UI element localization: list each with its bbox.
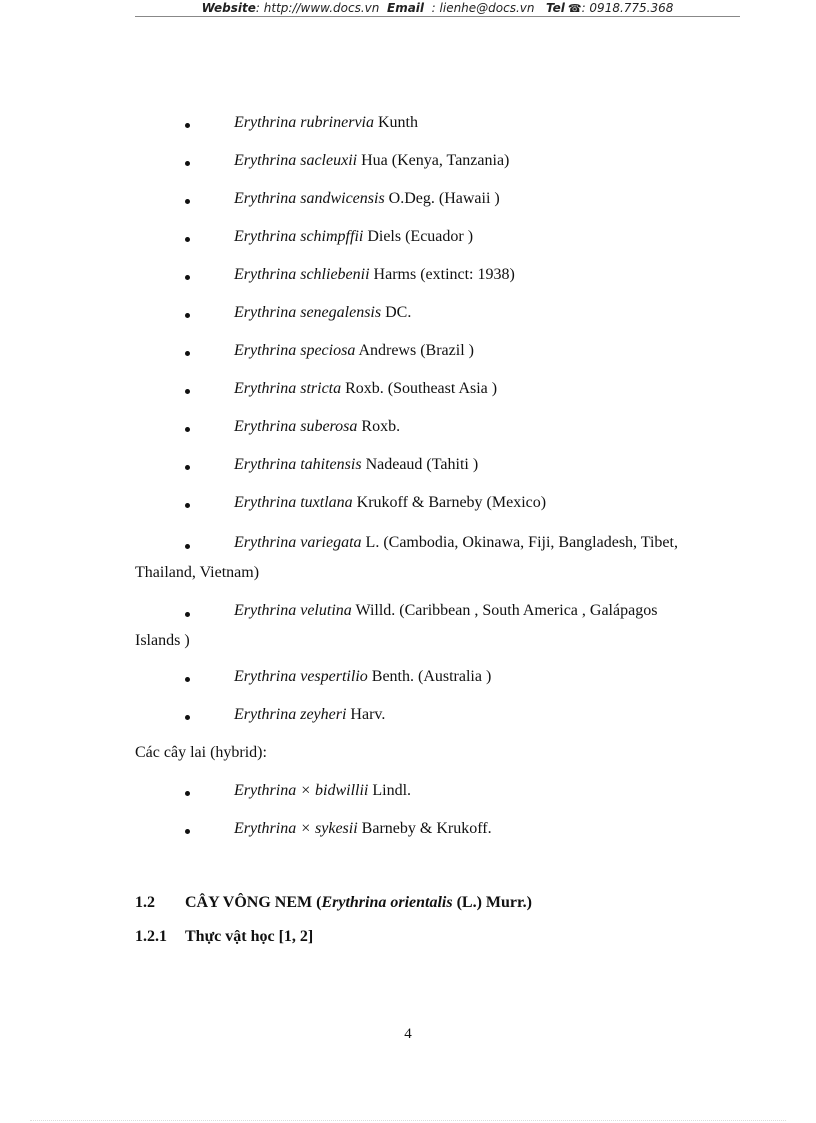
species-epithet: rubrinervia: [300, 114, 374, 131]
species-authority: Harv.: [346, 706, 386, 723]
list-item: [135, 338, 735, 376]
list-item: [135, 816, 735, 854]
species-authority: Hua (Kenya, Tanzania): [357, 152, 510, 169]
species-genus: Erythrina: [234, 602, 297, 619]
bullet-icon: [185, 503, 190, 508]
bullet-icon: [185, 161, 190, 166]
website-label: Website: [201, 1, 256, 15]
species-genus: Erythrina: [234, 782, 297, 799]
species-continuation: Islands ): [135, 632, 190, 649]
species-genus: Erythrina: [234, 418, 297, 435]
list-item: [135, 376, 735, 414]
bullet-icon: [185, 199, 190, 204]
section-heading-1-2-1: [135, 924, 735, 958]
list-item: [135, 186, 735, 224]
list-item: [135, 110, 735, 148]
species-genus: Erythrina: [234, 114, 297, 131]
page-header: [135, 0, 740, 17]
species-authority: Kunth: [374, 114, 418, 131]
species-authority: DC.: [381, 304, 412, 321]
bullet-icon: [185, 715, 190, 720]
bullet-icon: [185, 791, 190, 796]
species-genus: Erythrina: [234, 380, 297, 397]
species-genus: Erythrina: [234, 304, 297, 321]
bullet-icon: [185, 313, 190, 318]
email-label: Email: [387, 1, 425, 15]
bullet-icon: [185, 237, 190, 242]
species-genus: Erythrina: [234, 706, 297, 723]
list-item: [135, 778, 735, 816]
bullet-icon: [185, 427, 190, 432]
species-genus: Erythrina: [234, 456, 297, 473]
species-epithet: velutina: [300, 602, 352, 619]
species-epithet: speciosa: [300, 342, 356, 359]
tel-label: Tel: [545, 1, 565, 15]
species-genus: Erythrina: [234, 342, 297, 359]
website-value: : http://www.docs.vn: [255, 1, 380, 15]
species-authority: Nadeaud (Tahiti ): [361, 456, 479, 473]
bullet-icon: [185, 123, 190, 128]
section-number: 1.2.1: [135, 928, 167, 945]
bullet-icon: [185, 465, 190, 470]
list-item: [135, 490, 735, 528]
species-genus: Erythrina: [234, 820, 297, 837]
species-authority: Lindl.: [368, 782, 412, 799]
list-item: [135, 528, 735, 596]
bullet-icon: [185, 829, 190, 834]
species-epithet: × sykesii: [296, 820, 358, 837]
species-epithet: suberosa: [300, 418, 358, 435]
footer-divider: [30, 1120, 786, 1121]
bullet-icon: [185, 612, 190, 617]
species-authority: Willd. (Caribbean , South America , Galápagos: [351, 602, 658, 619]
page-number: 4: [404, 1026, 412, 1042]
bullet-icon: [185, 677, 190, 682]
species-authority: Benth. (Australia ): [367, 668, 492, 685]
species-epithet: variegata: [300, 534, 362, 551]
species-authority: Harms (extinct: 1938): [369, 266, 515, 283]
species-genus: Erythrina: [234, 228, 297, 245]
hybrid-heading: Các cây lai (hybrid):: [135, 744, 267, 761]
document-body: [135, 110, 735, 958]
species-epithet: sacleuxii: [300, 152, 358, 169]
species-genus: Erythrina: [234, 190, 297, 207]
spacer: [135, 854, 735, 890]
section-title-after: (L.) Murr.): [452, 894, 532, 911]
species-epithet: schliebenii: [300, 266, 370, 283]
list-item: [135, 300, 735, 338]
species-epithet: zeyheri: [300, 706, 347, 723]
species-epithet: senegalensis: [300, 304, 382, 321]
species-genus: Erythrina: [234, 152, 297, 169]
section-title-before: CÂY VÔNG NEM (: [185, 894, 322, 911]
list-item: [135, 596, 735, 664]
species-continuation: Thailand, Vietnam): [135, 564, 260, 581]
section-number: 1.2: [135, 894, 155, 911]
species-authority: Roxb.: [357, 418, 401, 435]
tel-value: : 0918.775.368: [581, 1, 674, 15]
list-item: [135, 262, 735, 300]
section-heading-1-2: [135, 890, 735, 924]
email-value: : lienhe@docs.vn: [431, 1, 535, 15]
bullet-icon: [185, 389, 190, 394]
species-genus: Erythrina: [234, 494, 297, 511]
list-item: [135, 702, 735, 740]
list-item: [135, 664, 735, 702]
species-epithet: tahitensis: [300, 456, 362, 473]
species-epithet: sandwicensis: [300, 190, 385, 207]
bullet-icon: [185, 275, 190, 280]
species-authority: O.Deg. (Hawaii ): [384, 190, 500, 207]
species-epithet: tuxtlana: [300, 494, 353, 511]
species-authority: Diels (Ecuador ): [363, 228, 474, 245]
list-item: [135, 452, 735, 490]
species-epithet: × bidwillii: [296, 782, 369, 799]
list-item: [135, 224, 735, 262]
bullet-icon: [185, 544, 190, 549]
species-genus: Erythrina: [234, 266, 297, 283]
phone-icon: ☎: [567, 2, 582, 15]
bullet-icon: [185, 351, 190, 356]
species-genus: Erythrina: [234, 668, 297, 685]
species-authority: Roxb. (Southeast Asia ): [341, 380, 498, 397]
species-genus: Erythrina: [234, 534, 297, 551]
species-authority: Barneby & Krukoff.: [357, 820, 492, 837]
species-epithet: vespertilio: [300, 668, 368, 685]
species-authority: Krukoff & Barneby (Mexico): [352, 494, 547, 511]
species-epithet: schimpffii: [300, 228, 364, 245]
species-authority: Andrews (Brazil ): [355, 342, 474, 359]
section-title: Thực vật học [1, 2]: [185, 928, 314, 945]
species-authority: L. (Cambodia, Okinawa, Fiji, Bangladesh, Tibet,: [361, 534, 678, 551]
list-item: [135, 414, 735, 452]
species-epithet: stricta: [300, 380, 342, 397]
list-item: [135, 148, 735, 186]
section-title-italic: Erythrina orientalis: [321, 894, 453, 911]
